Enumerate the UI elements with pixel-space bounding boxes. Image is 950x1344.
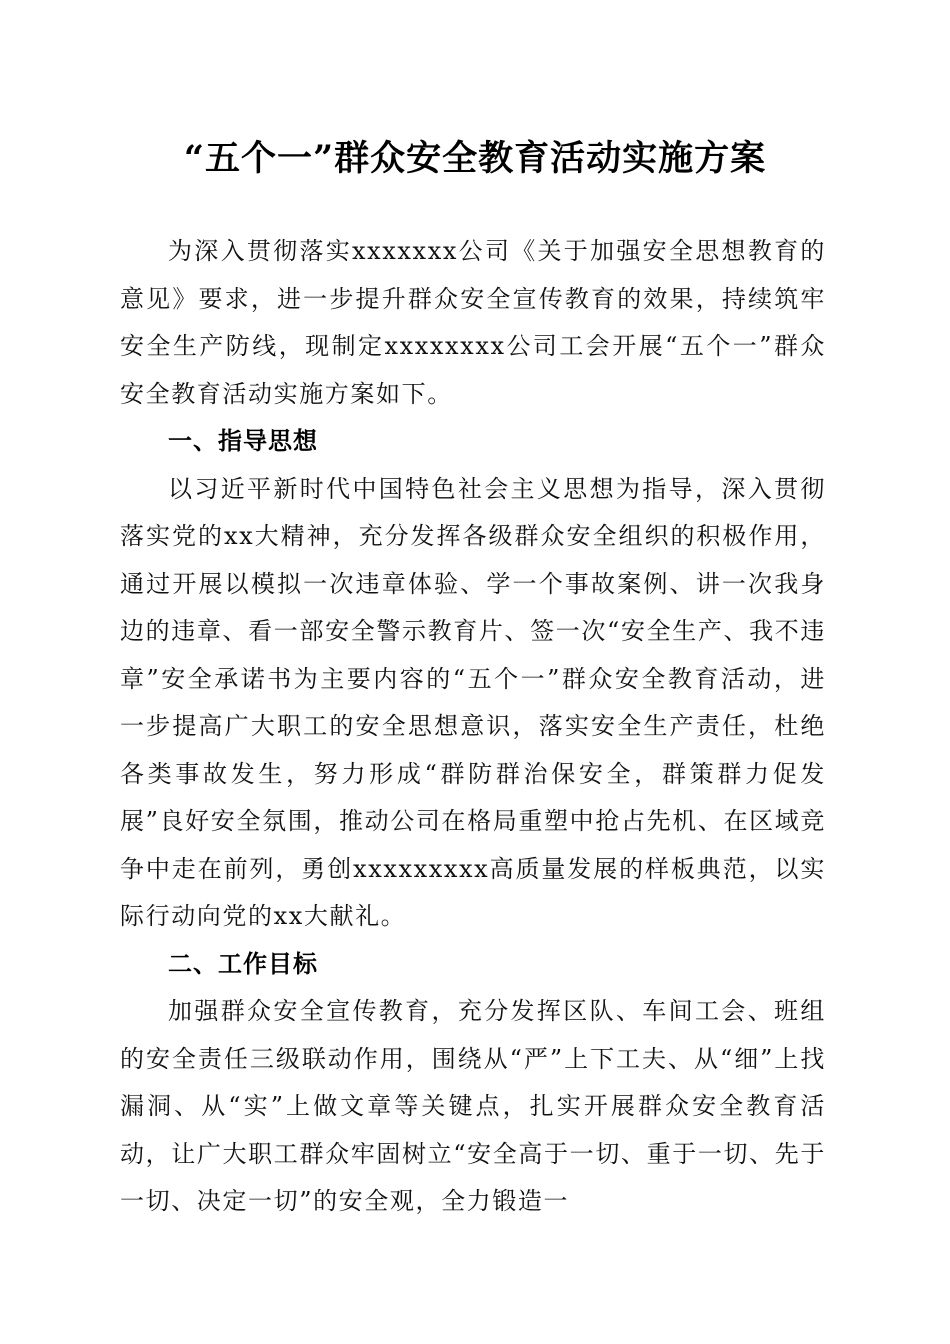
section-paragraph-work-goals: 加强群众安全宣传教育，充分发挥区队、车间工会、班组的安全责任三级联动作用，围绕从“严”上下工夫、从“细”上找漏洞、从“实”上做文章等关键点，扎实开展群众安全教育活动，让广大职工群众牢固树立“安全高于一切、重于一切、先于一切、决定一切”的安全观，全力锻造一 bbox=[120, 997, 826, 1215]
section-heading-guiding-ideology: 一、指导思想 bbox=[168, 427, 318, 455]
section-paragraph-guiding-ideology: 以习近平新时代中国特色社会主义思想为指导，深入贯彻落实党的xx大精神，充分发挥各级群众安全组织的积极作用，通过开展以模拟一次违章体验、学一个事故案例、讲一次我身边的违章、看一部安全警示教育片、签一次“安全生产、我不违章”安全承诺书为主要内容的“五个一”群众安全教育活动，进一步提高广大职工的安全思想意识，落实安全生产责任，杜绝各类事故发生，努力形成“群防群治保安全，群策群力促发展”良好安全氛围，推动公司在格局重塑中抢占先机、在区域竞争中走在前列，勇创xxxxxxxxx高质量发展的样板典范，以实际行动向党的xx大献礼。 bbox=[120, 474, 826, 930]
intro-paragraph: 为深入贯彻落实xxxxxxx公司《关于加强安全思想教育的意见》要求，进一步提升群众安全宣传教育的效果，持续筑牢安全生产防线，现制定xxxxxxxx公司工会开展“五个一”群众安全教育活动实施方案如下。 bbox=[120, 237, 826, 408]
document-body bbox=[120, 228, 826, 1226]
section-heading-work-goals: 二、工作目标 bbox=[168, 949, 318, 978]
document-title: “五个一”群众安全教育活动实施方案 bbox=[183, 138, 767, 179]
